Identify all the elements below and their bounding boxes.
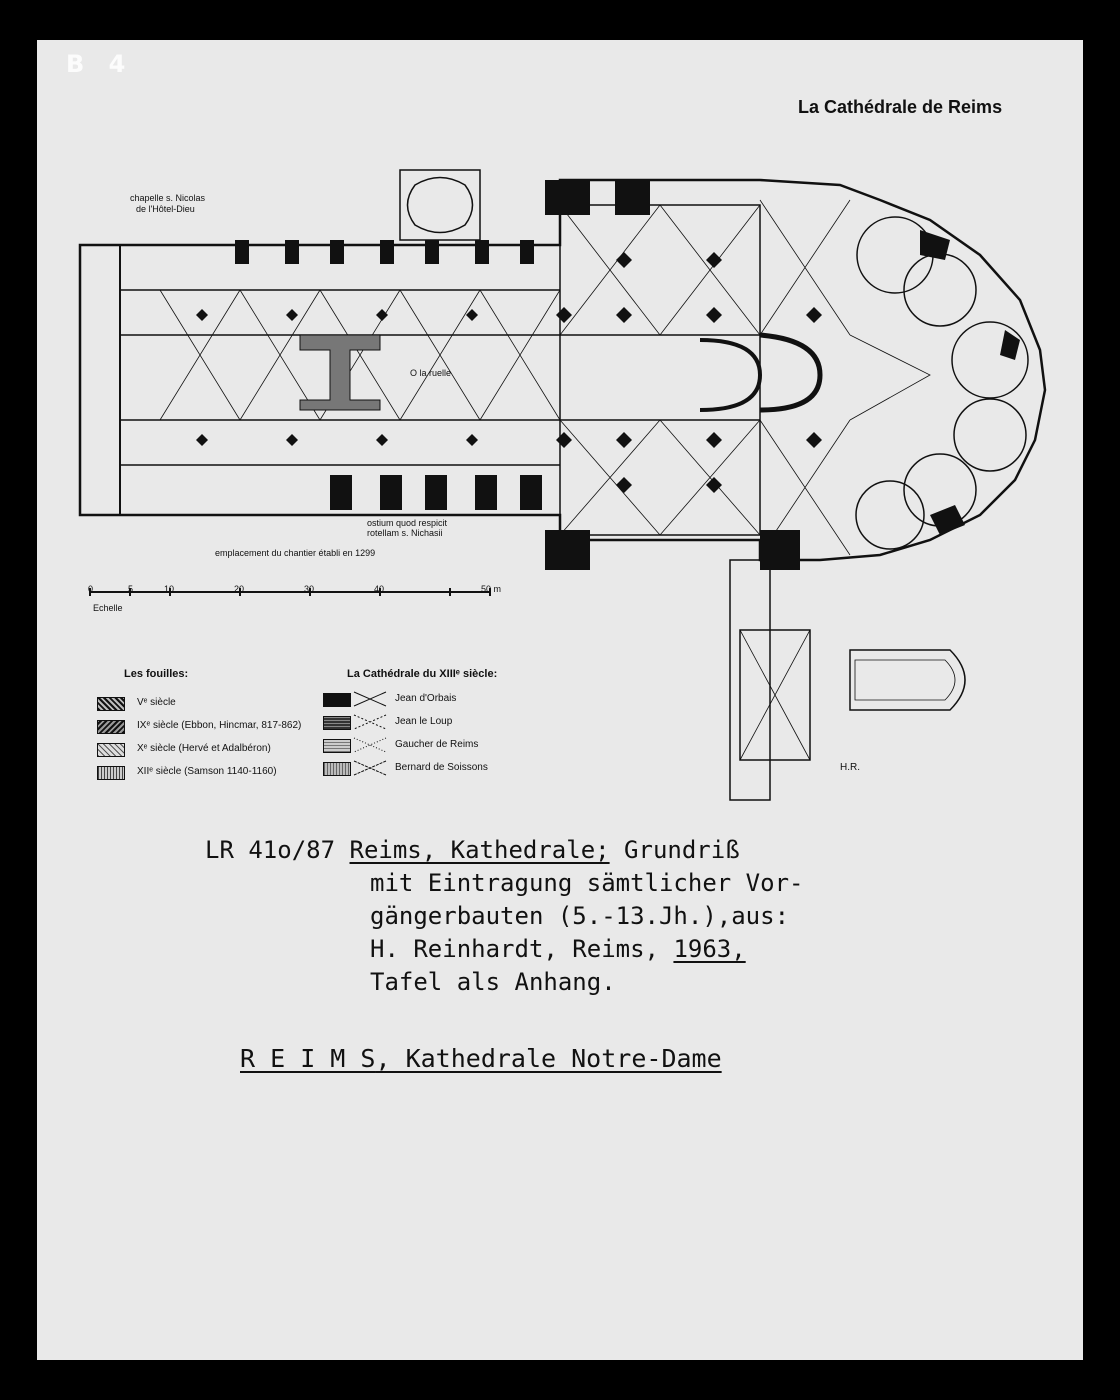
swatch-bernard-de-soissons — [323, 762, 351, 776]
caption-year: 1963, — [673, 935, 746, 963]
legend-cathedrale-title: La Cathédrale du XIIIᵉ siècle: — [347, 668, 498, 680]
swatch-xii-siecle — [97, 766, 125, 780]
legend-fouilles-item-4: XIIᵉ siècle (Samson 1140-1160) — [137, 766, 277, 777]
caption-ref: LR 41o/87 — [205, 836, 336, 864]
swatch-ix-siecle — [97, 720, 125, 734]
ostium-label-line1: ostium quod respicit — [367, 518, 448, 528]
floor-plan — [60, 160, 1060, 810]
chapel-label-line2: de l'Hôtel-Dieu — [136, 204, 195, 214]
swatch-jean-le-loup — [323, 716, 351, 730]
legend-cathedrale-item-4: Bernard de Soissons — [395, 762, 488, 773]
corner-label: B 4 — [66, 50, 134, 78]
scale-tick-20: 20 — [234, 584, 245, 594]
legend-fouilles-item-1: Vᵉ siècle — [137, 697, 176, 708]
caption-line-5: Tafel als Anhang. — [370, 968, 616, 996]
chantier-label: emplacement du chantier établi en 1299 — [215, 548, 376, 558]
heading-city: R E I M S — [240, 1044, 376, 1073]
scale-tick-10: 10 — [164, 584, 175, 594]
plan-title: La Cathédrale de Reims — [798, 97, 1003, 117]
swatch-x-siecle — [97, 743, 125, 757]
scale-label: Echelle — [93, 603, 123, 613]
chapel-label-line1: chapelle s. Nicolas — [130, 193, 206, 203]
legend-cathedrale-item-1: Jean d'Orbais — [395, 693, 457, 704]
legend-fouilles-title: Les fouilles: — [124, 668, 189, 680]
caption-line-1 — [205, 834, 740, 867]
scale-tick-30: 30 — [304, 584, 315, 594]
heading-text — [240, 1044, 722, 1073]
swatch-v-siecle — [97, 697, 125, 711]
caption-line-3: gängerbauten (5.-13.Jh.),aus: — [370, 902, 790, 930]
legend-cathedrale-item-2: Jean le Loup — [395, 716, 453, 727]
scale-tick-5: 5 — [128, 584, 134, 594]
ruelle-label: O la ruelle — [410, 368, 452, 378]
caption-author: H. Reinhardt, Reims, — [370, 935, 674, 963]
initials-label: H.R. — [840, 762, 860, 773]
scale-tick-40: 40 — [374, 584, 385, 594]
caption-line-4 — [370, 933, 746, 966]
caption-title: Reims, Kathedrale; — [349, 836, 610, 864]
legend-cross-marks — [352, 690, 388, 780]
ostium-label-line2: rotellam s. Nichasii — [367, 528, 443, 538]
main-heading — [240, 1044, 722, 1073]
scale-tick-50: 50 m — [481, 584, 502, 594]
legend-cathedrale-item-3: Gaucher de Reims — [395, 739, 479, 750]
swatch-jean-dorbais — [323, 693, 351, 707]
heading-rest: , Kathedrale Notre-Dame — [375, 1044, 722, 1073]
caption-line-2: mit Eintragung sämtlicher Vor- — [370, 869, 804, 897]
legend-fouilles-item-2: IXᵉ siècle (Ebbon, Hincmar, 817-862) — [137, 720, 302, 731]
swatch-gaucher-de-reims — [323, 739, 351, 753]
legend-fouilles-item-3: Xᵉ siècle (Hervé et Adalbéron) — [137, 743, 271, 754]
caption-line1-rest: Grundriß — [609, 836, 740, 864]
scale-tick-0: 0 — [88, 584, 94, 594]
